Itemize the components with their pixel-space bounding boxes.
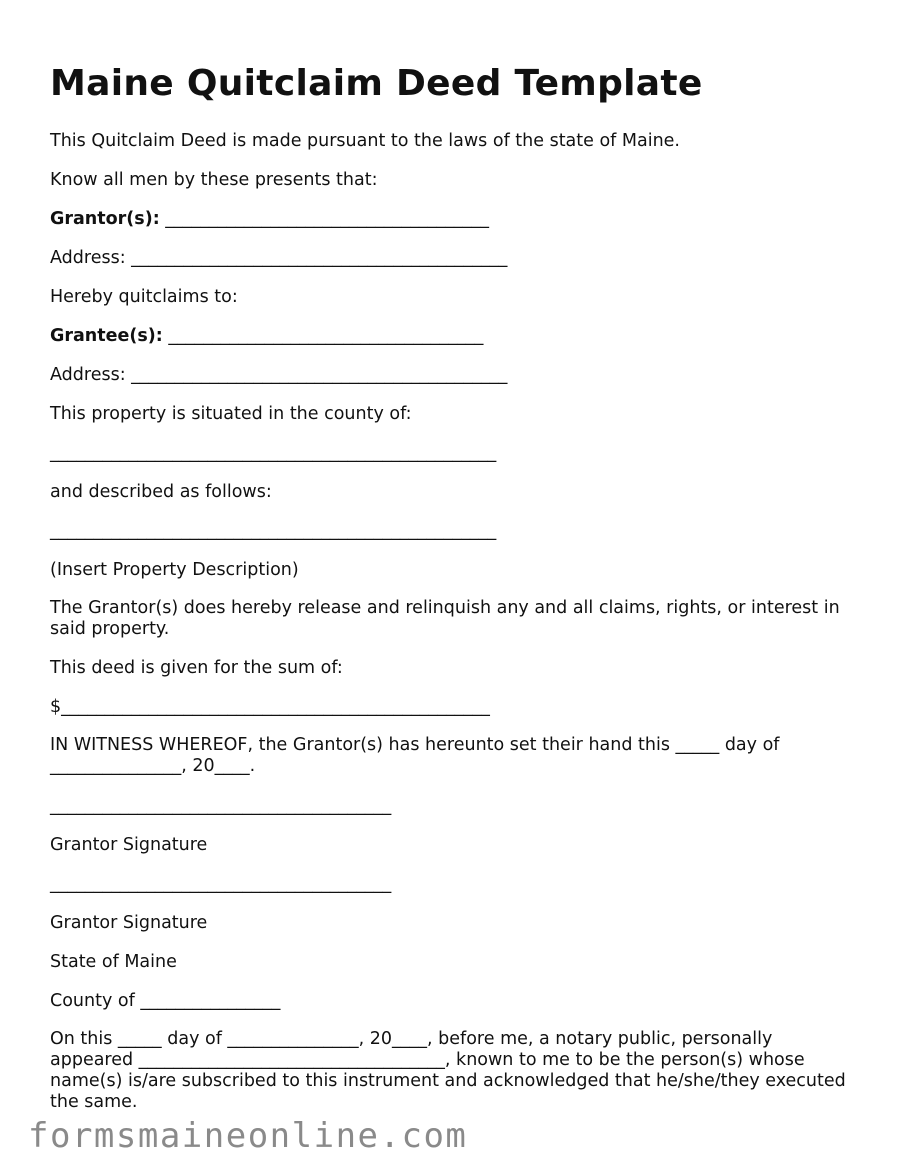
grantee-label: Grantee(s):: [50, 326, 163, 346]
grantee-address-field: Address: ___________________________________________: [50, 365, 508, 385]
grantor-field: [50, 208, 489, 230]
site-watermark: formsmaineonline.com: [28, 1116, 468, 1156]
know-all-text: Know all men by these presents that:: [50, 170, 378, 190]
signature-label-2: Grantor Signature: [50, 913, 208, 933]
grantor-address-field: Address: ___________________________________________: [50, 248, 508, 268]
sum-blank: $_________________________________________________: [50, 697, 490, 717]
hereby-text: Hereby quitclaims to:: [50, 287, 238, 307]
grantee-field: [50, 325, 483, 347]
signature-line-1: _______________________________________: [50, 796, 392, 816]
intro-text: This Quitclaim Deed is made pursuant to the laws of the state of Maine.: [50, 131, 680, 151]
signature-line-2: _______________________________________: [50, 874, 392, 894]
county-blank: ___________________________________________________: [50, 443, 497, 463]
grantor-blank: _____________________________________: [165, 209, 490, 229]
described-text: and described as follows:: [50, 482, 272, 502]
description-blank: ___________________________________________________: [50, 521, 497, 541]
county-of-field: County of ________________: [50, 991, 281, 1011]
release-paragraph: The Grantor(s) does hereby release and relinquish any and all claims, rights, or interest in said property.: [50, 598, 840, 639]
county-intro-text: This property is situated in the county of:: [50, 404, 412, 424]
insert-description-text: (Insert Property Description): [50, 560, 299, 580]
signature-label-1: Grantor Signature: [50, 835, 208, 855]
witness-paragraph: IN WITNESS WHEREOF, the Grantor(s) has hereunto set their hand this _____ day of _______________, 20____.: [50, 735, 780, 776]
page-title: Maine Quitclaim Deed Template: [50, 63, 703, 104]
notary-paragraph: On this _____ day of _______________, 20____, before me, a notary public, personally appeared ___________________________________, known to me to be the person(s) whose name(s) is/are subscribed to this instrument and acknowledged that he/she/they executed the same.: [50, 1029, 846, 1112]
grantee-blank: ____________________________________: [168, 326, 484, 346]
sum-intro-text: This deed is given for the sum of:: [50, 658, 343, 678]
state-text: State of Maine: [50, 952, 177, 972]
grantor-label: Grantor(s):: [50, 209, 160, 229]
